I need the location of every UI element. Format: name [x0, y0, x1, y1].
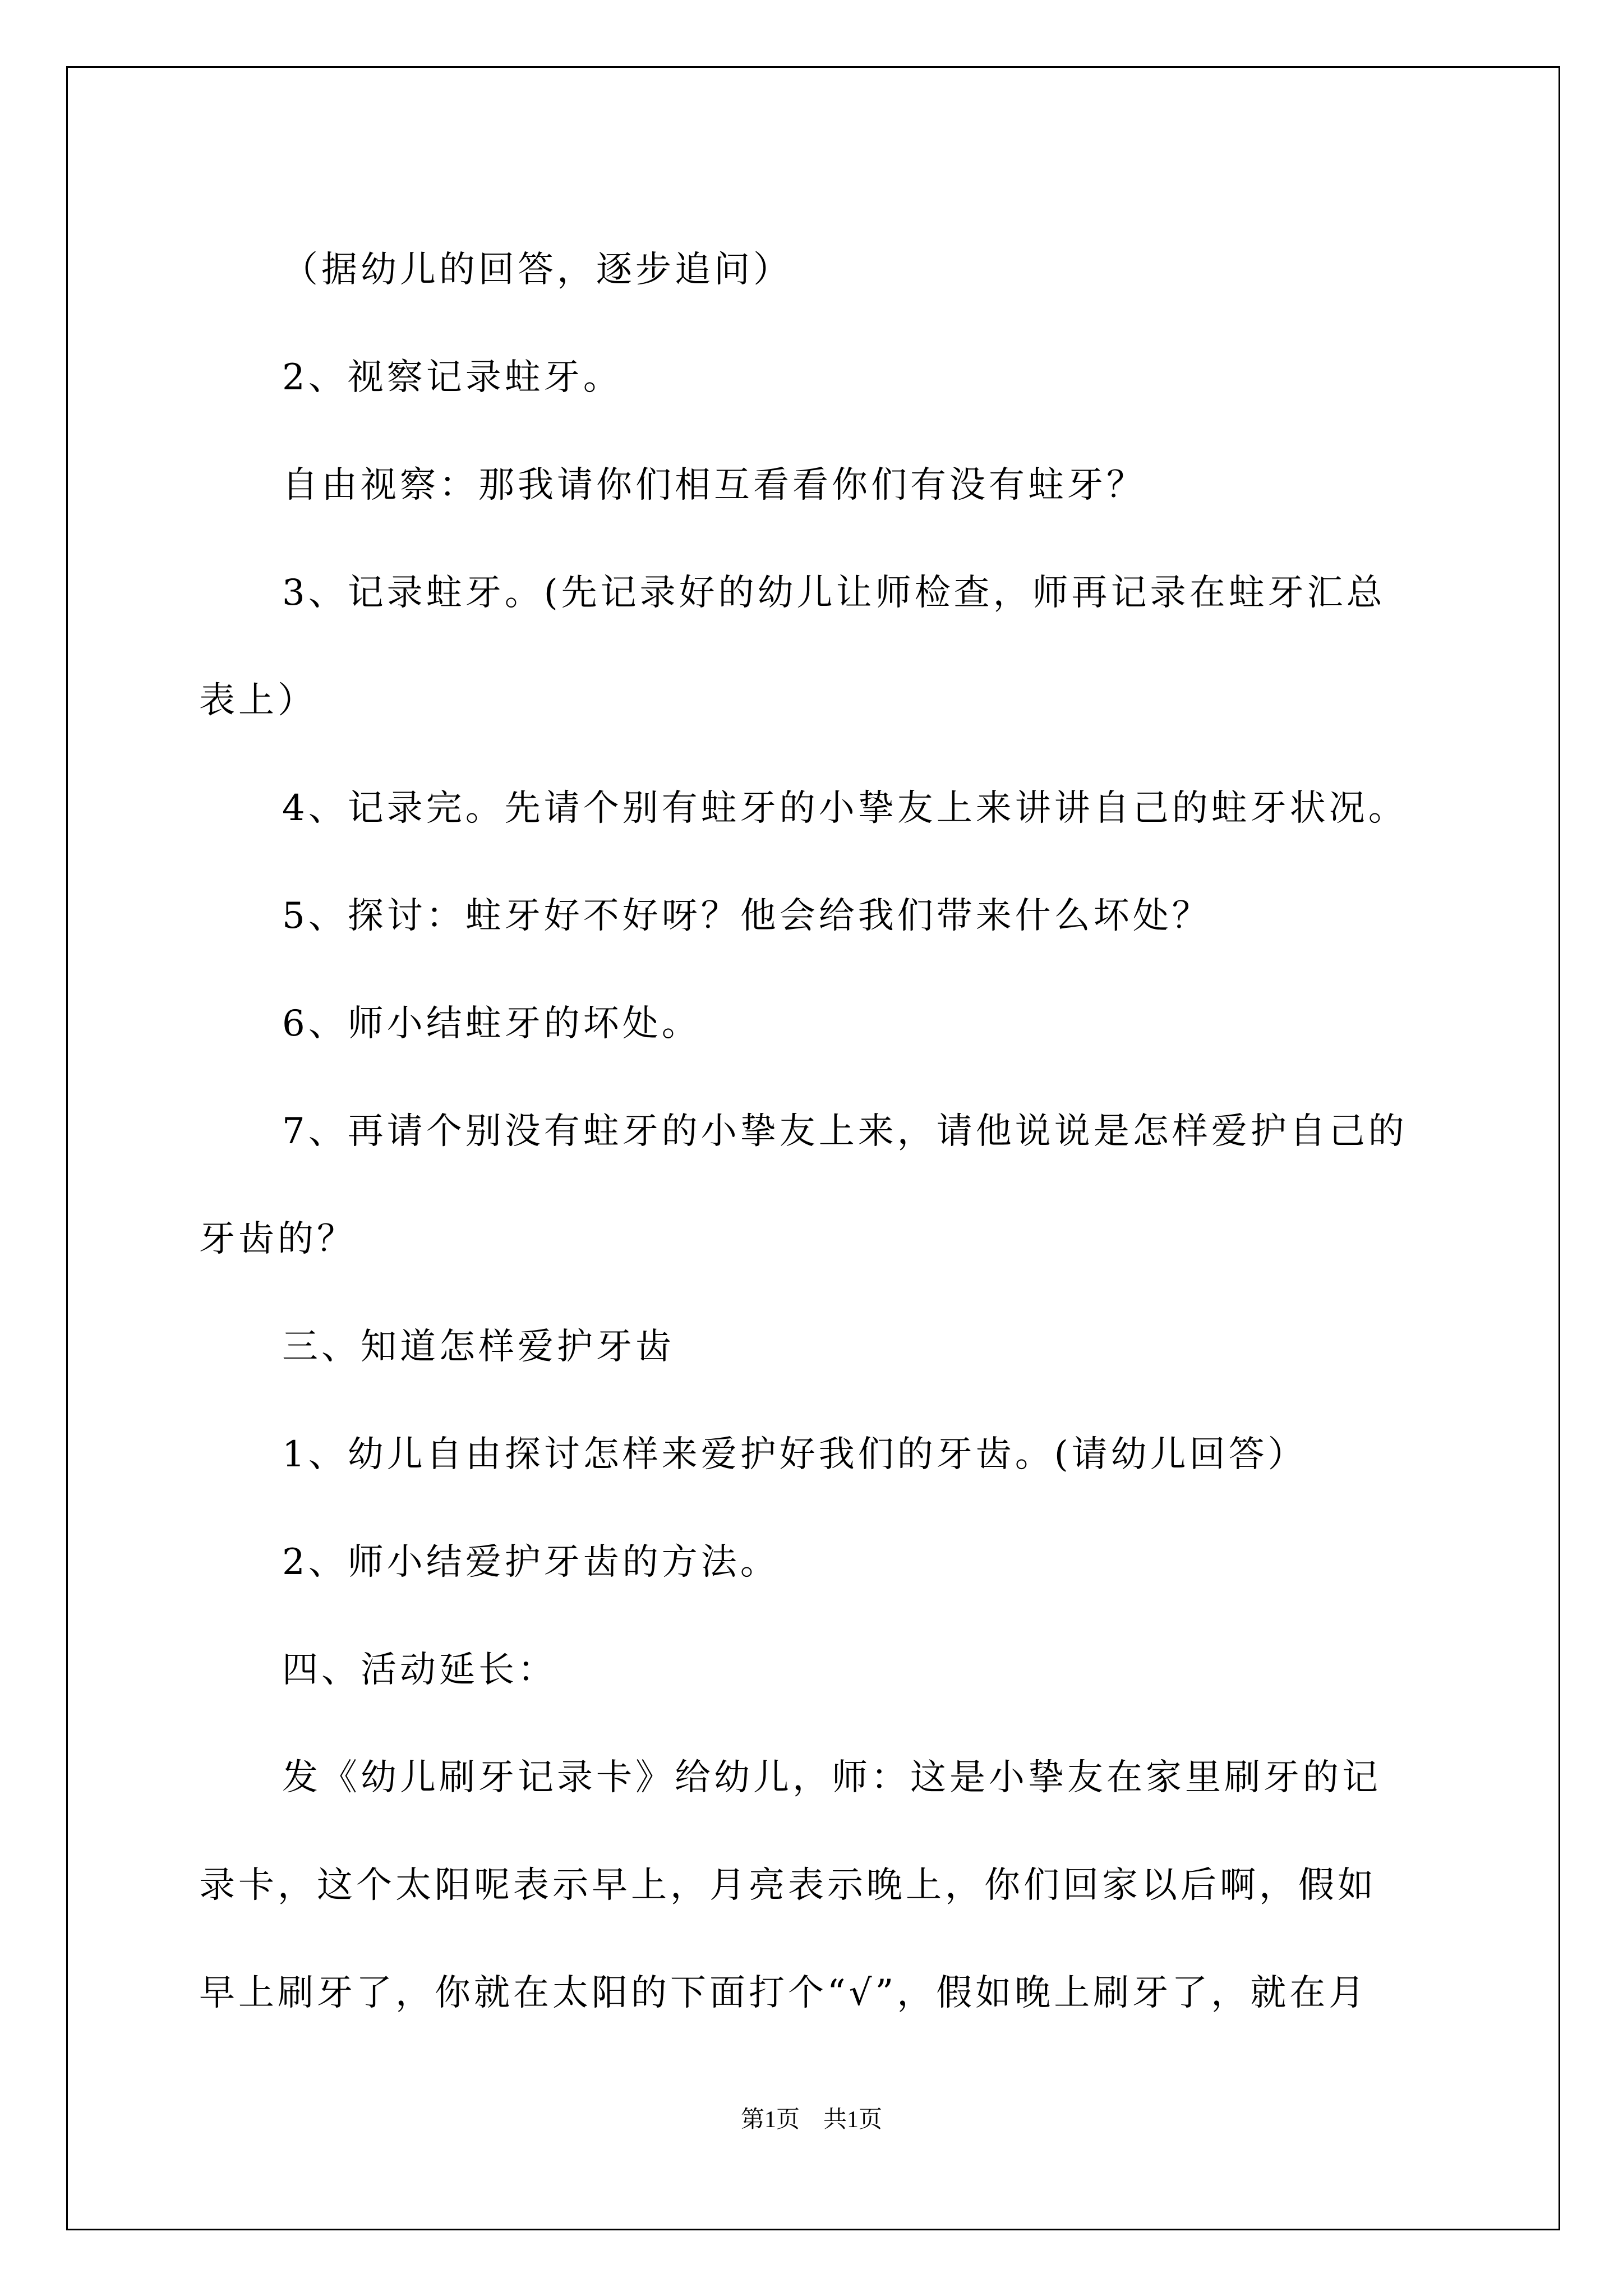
paragraph-12: 1、幼儿自由探讨怎样来爱护好我们的牙齿。(请幼儿回答）	[282, 1434, 1307, 1475]
paragraph-3: 自由视察：那我请你们相互看看你们有没有蛀牙？	[282, 464, 1146, 506]
paragraph-1: （据幼儿的回答，逐步追问）	[282, 249, 792, 291]
paragraph-11: 三、知道怎样爱护牙齿	[282, 1326, 675, 1368]
paragraph-9: 7、再请个别没有蛀牙的小挚友上来，请他说说是怎样爱护自己的	[282, 1111, 1408, 1152]
paragraph-15: 发《幼儿刷牙记录卡》给幼儿，师：这是小挚友在家里刷牙的记	[282, 1757, 1381, 1798]
paragraph-8: 6、师小结蛀牙的坏处。	[282, 1003, 701, 1045]
paragraph-14: 四、活动延长：	[282, 1649, 557, 1691]
paragraph-6: 4、记录完。先请个别有蛀牙的小挚友上来讲讲自己的蛀牙状况。	[282, 788, 1408, 829]
page-number-footer: 第1页 共1页	[740, 2107, 882, 2133]
paragraph-7: 5、探讨：蛀牙好不好呀？他会给我们带来什么坏处？	[282, 895, 1211, 937]
paragraph-4: 3、记录蛀牙。(先记录好的幼儿让师检查，师再记录在蛀牙汇总	[282, 572, 1386, 614]
paragraph-16: 录卡，这个太阳呢表示早上，月亮表示晚上，你们回家以后啊，假如	[199, 1865, 1377, 1906]
document-body	[199, 216, 1433, 2047]
paragraph-17: 早上刷牙了，你就在太阳的下面打个“√”，假如晚上刷牙了，就在月	[199, 1972, 1368, 2014]
paragraph-10: 牙齿的？	[199, 1218, 356, 1260]
paragraph-5: 表上）	[199, 680, 317, 721]
paragraph-13: 2、师小结爱护牙齿的方法。	[282, 1542, 780, 1583]
paragraph-2: 2、视察记录蛀牙。	[282, 357, 623, 398]
